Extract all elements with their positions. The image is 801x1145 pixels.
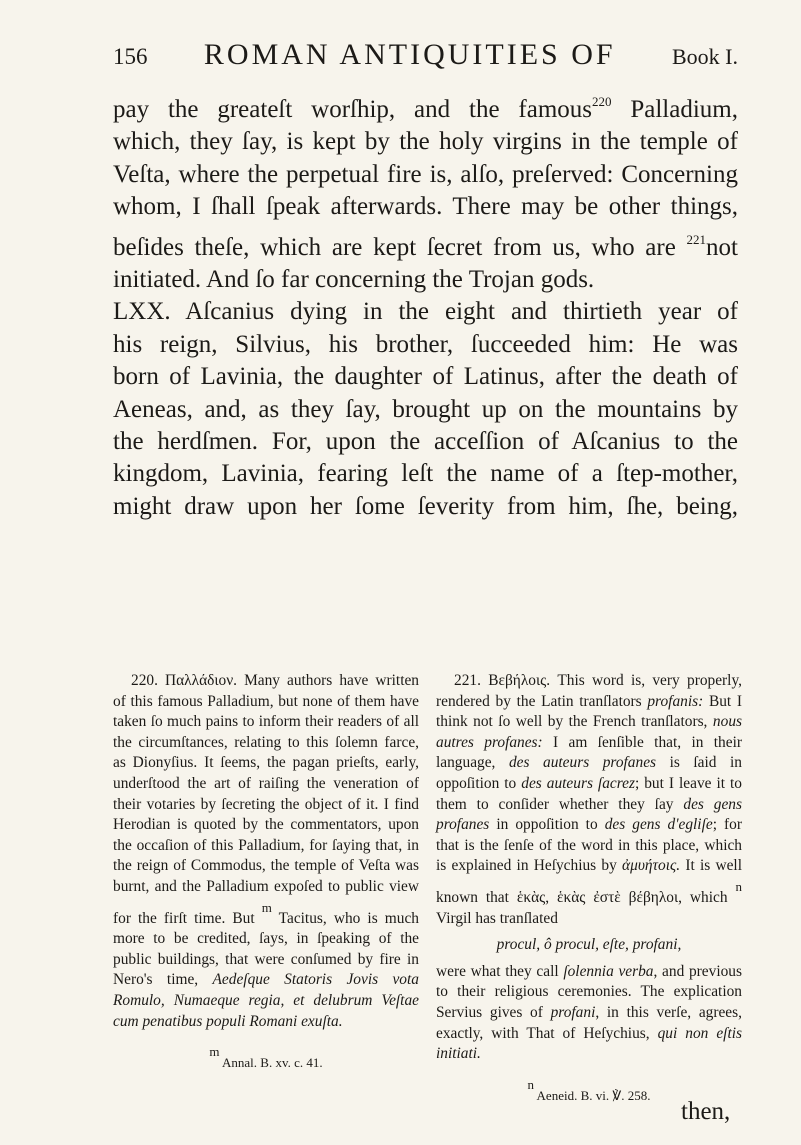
virgil-verse: procul, ô procul, eſte, profani,	[496, 936, 682, 954]
text-line-3: Veſta, where the perpetual fire is, alſo, preſerved: Concerning	[113, 160, 738, 188]
citation: Aeneid. B. vi. ℣. 258.	[536, 1087, 651, 1103]
footnote-number: 220.	[131, 672, 158, 689]
footnote-221: 221. Βεβήλοις. This word is, very properly, rendered by the Latin tranſlators profanis: But I think not ſo well by the French tranſlators, nous autres profanes: I am ſenſible that, in their language, des auteurs profanes is ſaid in oppoſition to des auteurs ſacrez; but I leave it to them to conſider whether they ſay des gens profanes in oppoſition to des gens d'egliſe; for that is the ſenſe of the word in this place, which is explained in Heſychius by ἀμυήτοις. It is well known that ἑκὰς, ἑκὰς ἐστὲ βέβηλοι, which $^n$ Virgil has tranſlated procul, ô procul, eſte, profani, were what they call ſolennia verba, and previous to their religious ceremonies. The explication Servius gives of profani, in this verſe, agrees, exactly, with That of Heſychius, qui non eſtis initiati. $^n$ Aeneid. B. vi. ℣. 258.	[436, 672, 742, 1103]
footnote-220: 220. Παλλάδιον. Many authors have written of this famous Palladium, but none of them have taken ſo much pains to inform their readers of all the circumſtances, relating to this ſolemn farce, as Dionyſius. It ſeems, the pagan prieſts, early, underſtood the art of raiſing the veneration of their votaries by ſecreting the object of it. I find Herodian is quoted by the commentators, upon the occaſion of this Palladium, for ſaying that, in the reign of Commodus, the temple of Veſta was burnt, and the Palladium expoſed to public view for the firſt time. But $^m$ Tacitus, who is much more to be credited, ſays, in ſpeaking of the public buildings, that were conſumed by fire in Nero's time, Aedeſque Statoris Jovis vota Romulo, Numaeque regia, et delubrum Veſtae cum penatibus populi Romani exuſta. $^m$ Annal. B. xv. c. 41.	[113, 672, 419, 1071]
text-line-11: the herdſmen. For, upon the acceſſion of Aſcanius to the	[113, 428, 738, 456]
footnote-ref-220[interactable]: 220	[592, 94, 612, 109]
note-ref-n[interactable]: n	[735, 878, 742, 894]
text-line-1: pay the greateſt worſhip, and the famous$^{220}$ Palladium,	[113, 94, 738, 123]
page-number: 156	[113, 44, 148, 69]
greek-term: Παλλάδιον.	[164, 672, 238, 689]
note-ref-m[interactable]: m	[261, 899, 272, 915]
running-header	[113, 38, 738, 72]
citation: Annal. B. xv. c. 41.	[222, 1055, 323, 1071]
text-line-12: kingdom, Lavinia, fearing leſt the name of a ſtep-mother,	[113, 460, 738, 488]
text-line-6: initiated. And ſo far concerning the Trojan gods.	[113, 266, 595, 294]
text-line-9: born of Lavinia, the daughter of Latinus, after the death of	[113, 363, 738, 391]
book-label: Book I.	[671, 44, 738, 69]
greek-term: Βεβήλοις.	[488, 672, 551, 689]
text-line-7: LXX. Aſcanius dying in the eight and thirtieth year of	[113, 298, 738, 326]
catchword: then,	[681, 1098, 731, 1125]
footnote-number: 221.	[454, 672, 481, 689]
text-line-2: which, they ſay, is kept by the holy virgins in the temple of	[113, 128, 738, 156]
footnote-ref-221[interactable]: 221	[686, 231, 707, 247]
text-line-8: his reign, Silvius, his brother, ſucceeded him: He was	[113, 330, 738, 358]
text-line-4: whom, I ſhall ſpeak afterwards. There may be other things,	[113, 193, 738, 221]
text-line-13: might draw upon her ſome ſeverity from him, ſhe, being,	[113, 492, 738, 520]
latin-quote: Aedeſque Statoris Jovis vota Romulo, Numaeque regia, et delubrum Veſtae cum penatibus populi Romani exuſta.	[113, 971, 419, 1030]
main-text	[113, 86, 738, 523]
text-line-5: beſides theſe, which are kept ſecret from us, who are $^{221}$not	[113, 231, 738, 261]
running-title: ROMAN ANTIQUITIES OF	[203, 38, 616, 71]
text-line-10: Aeneas, and, as they ſay, brought up on the mountains by	[113, 395, 738, 423]
